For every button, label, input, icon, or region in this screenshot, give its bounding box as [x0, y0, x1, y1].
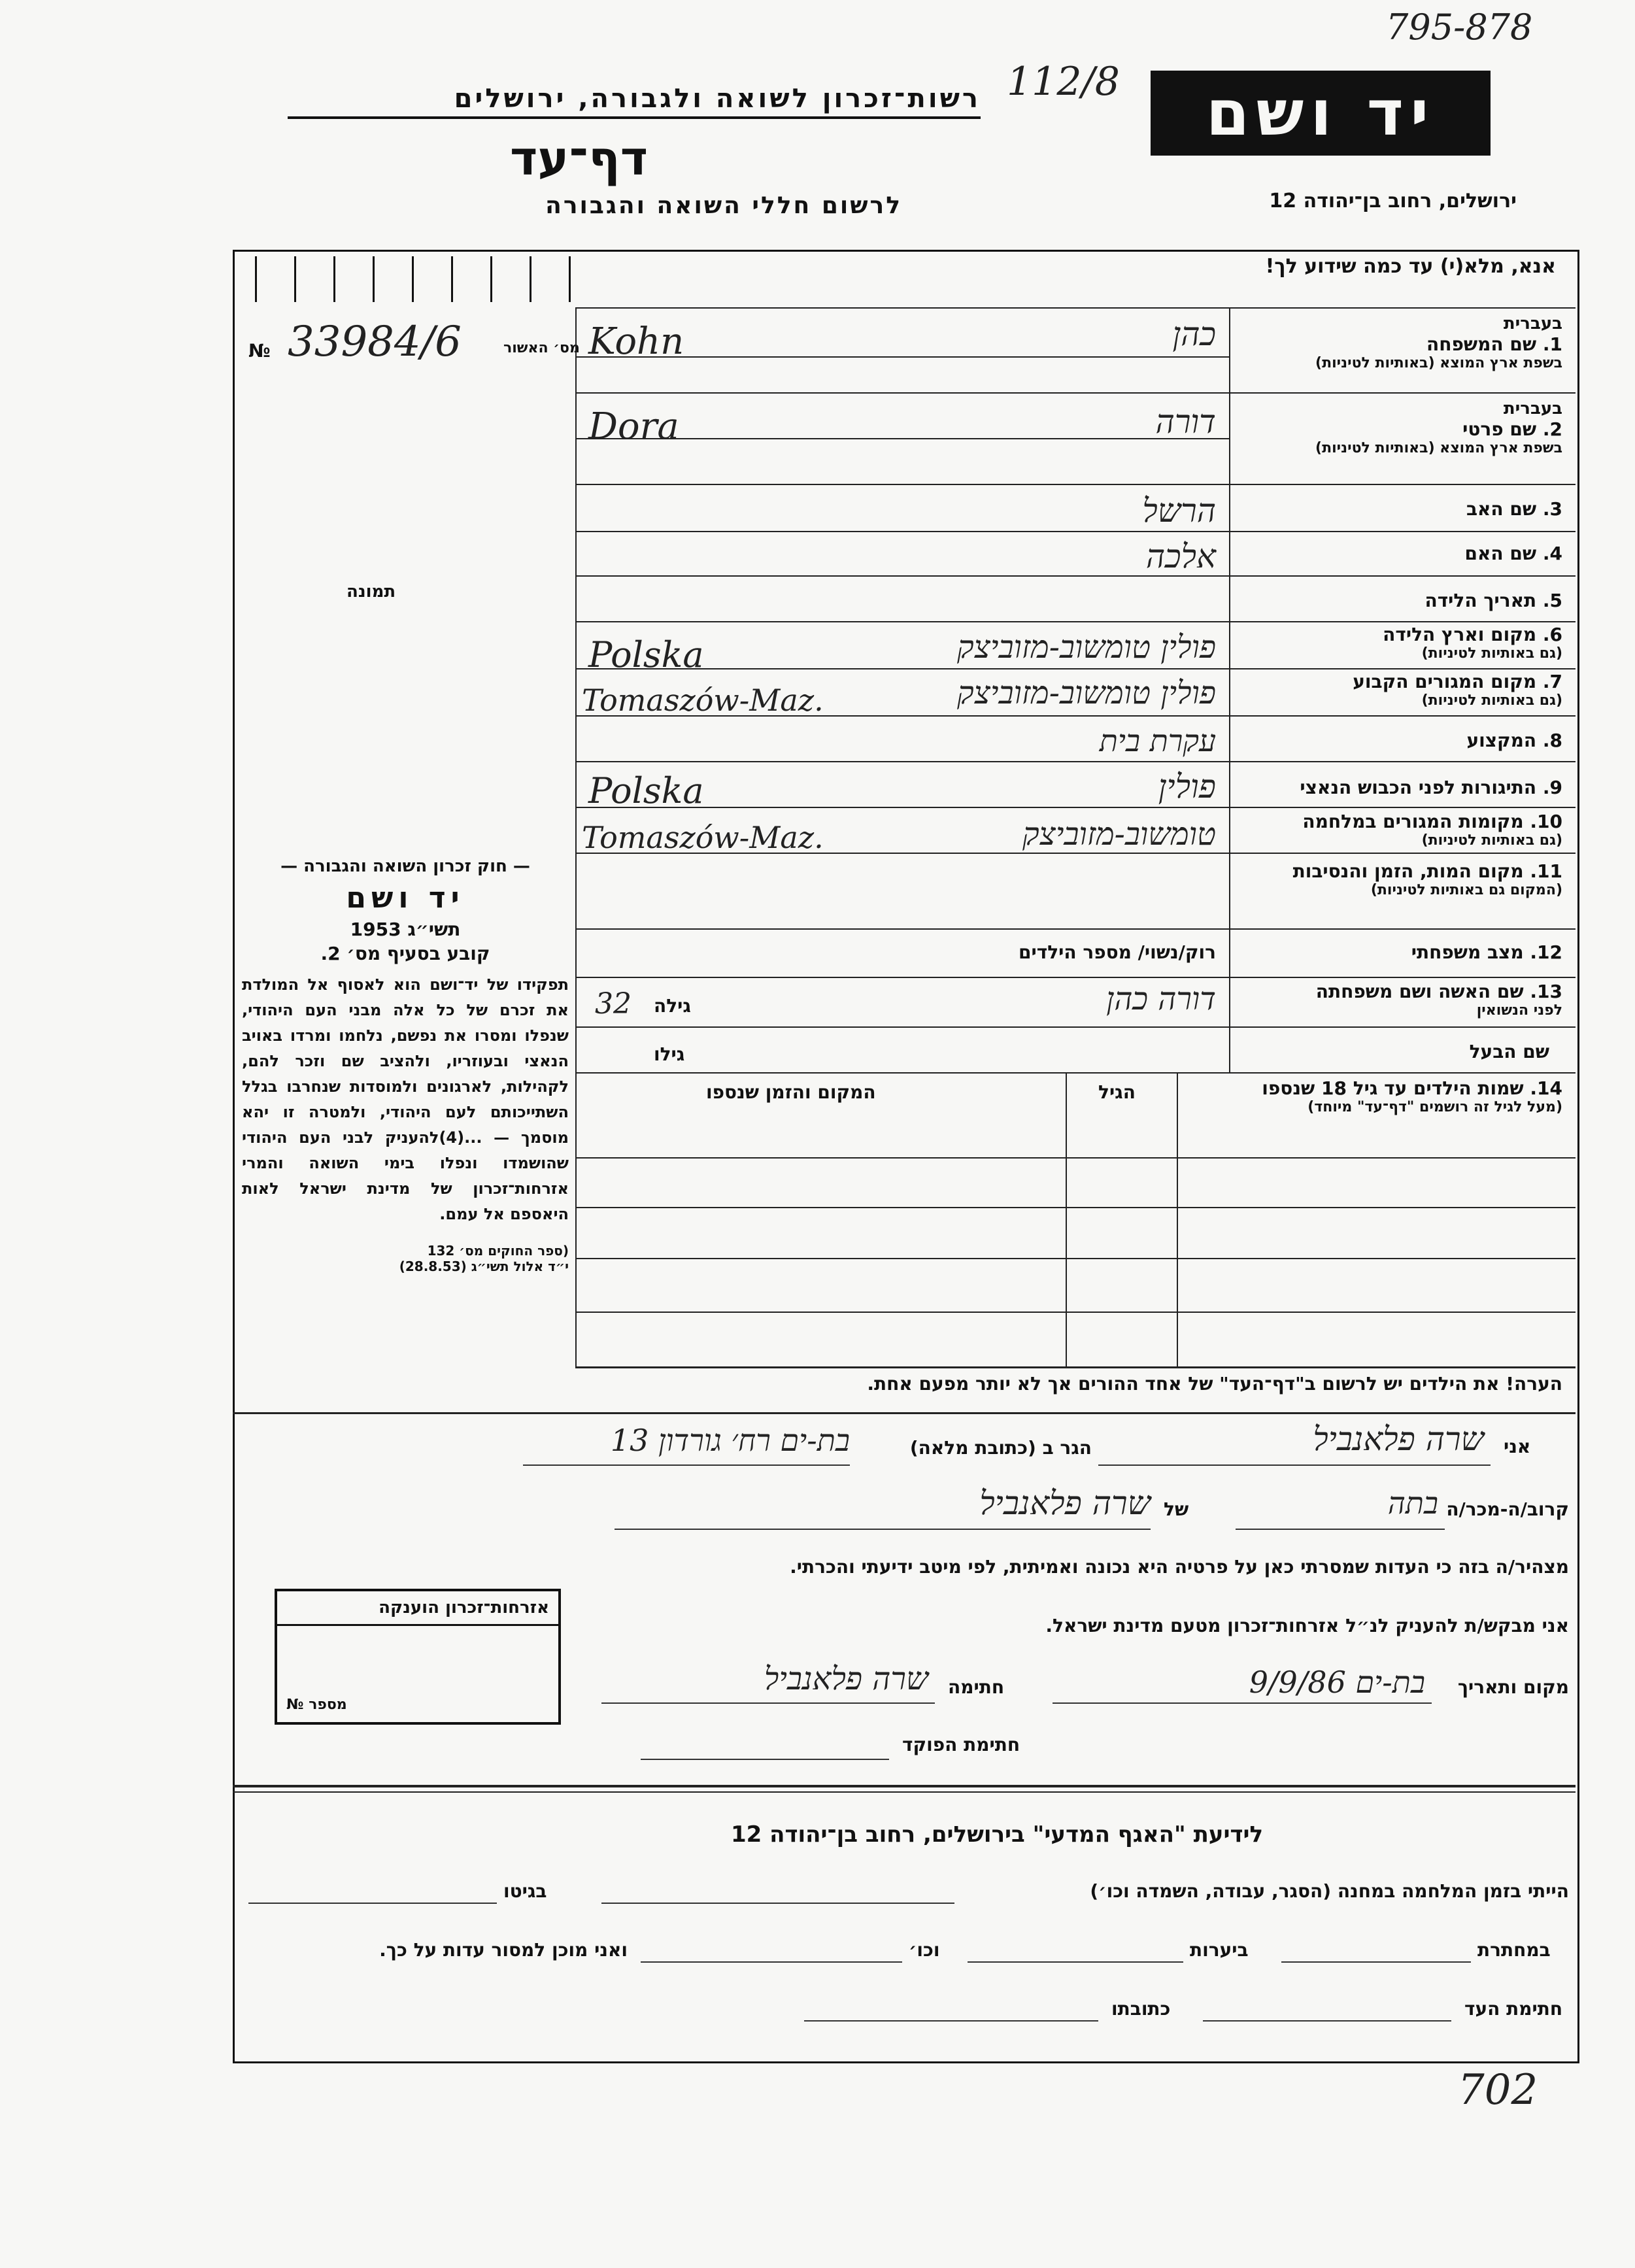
footer-camp-label: הייתי בזמן המלחמה במחנה (הסגר, עבודה, השמדה וכו׳): [1090, 1880, 1569, 1902]
mother-name-value: אלכה: [1145, 537, 1216, 575]
footer-etc-line: [641, 1961, 902, 1963]
prewar-latin: Polska: [588, 770, 704, 811]
wife-age-value: 32: [595, 987, 632, 1021]
birthplace-hebrew: פולין טומשוב-מזוביצק: [957, 629, 1216, 666]
handwritten-mark-top: 112/8: [1007, 59, 1120, 105]
husband-age-label: גילו: [654, 1043, 685, 1065]
children-col-divider-1: [1066, 1072, 1067, 1366]
registry-ticks: [242, 256, 575, 309]
field-2: בעברית 2. שם פרטי בשפת ארץ המוצא (באותיות לטיניות): [1315, 399, 1562, 456]
registry-label: מס׳ האשור: [503, 340, 580, 356]
place-date-line: [1053, 1702, 1432, 1704]
children-note: הערה! את הילדים יש לרשום ב"דף־העד" של אחד ההורים אך לא יותר מפעם אחת.: [867, 1373, 1562, 1395]
decl-of: של: [1164, 1498, 1189, 1520]
registry-no-prefix: №: [248, 340, 271, 362]
father-name-value: הרשל: [1142, 492, 1216, 530]
children-row-line: [575, 1207, 1576, 1208]
label-column-divider: [1229, 307, 1230, 1072]
decl-request: אני מבקש/ת להעניק לנ״ל אזרחות־זכרון מטעם מדינת ישראל.: [1045, 1615, 1569, 1636]
field-husband: שם הבעל: [1469, 1041, 1549, 1062]
decl-declarant-name: שרה פלאנביל: [1313, 1420, 1484, 1458]
residence-hebrew: פולין טומשוב-מזוביצק: [957, 675, 1216, 711]
row-line: [575, 1026, 1576, 1028]
field-5: 5. תאריך הלידה: [1424, 590, 1562, 611]
decl-relation-label: קרוב/ה-מכר/ה: [1446, 1498, 1569, 1520]
birthplace-latin: Polska: [588, 634, 704, 675]
form-title: דף־עד: [510, 131, 649, 186]
officer-signature-label: חתימת הפוקד: [902, 1734, 1020, 1755]
decl-relation-line: [1236, 1529, 1445, 1530]
field-7: 7. מקום המגורים הקבוע (גם באותיות לטיניות): [1353, 671, 1562, 709]
footer-divider: [233, 1785, 1576, 1787]
form-instruction: אנא, מלא(י) עד כמה שידוע לך!: [1265, 255, 1556, 278]
footer-address-line: [804, 2020, 1098, 2022]
footer-willing-label: ואני מוכן למסור עדות על כך.: [379, 1939, 628, 1961]
footer-divider-thin: [233, 1791, 1576, 1793]
footer-underground-label: במחתרת: [1477, 1939, 1551, 1961]
footer-witness-signature-label: חתימת העד: [1464, 1998, 1563, 2020]
field-3: 3. שם האב: [1466, 498, 1562, 520]
field-1: בעברית 1. שם המשפחה בשפת ארץ המוצא (באותיות לטיניות): [1315, 314, 1562, 371]
footer-title: לידיעת "האגף המדעי" בירושלים, רחוב בן־יהודה 12: [730, 1821, 1264, 1848]
profession-value: עקרת בית: [1099, 723, 1216, 758]
decl-name-line: [1098, 1464, 1491, 1466]
archive-number-annotation: 795-878: [1386, 7, 1533, 48]
footer-forests-label: ביערות: [1190, 1939, 1249, 1961]
field-10: 10. מקומות המגורים במלחמה (גם באותיות לטיניות): [1302, 811, 1562, 849]
footer-underground-line: [1281, 1961, 1471, 1963]
row-line: [575, 807, 1576, 808]
row-line: [575, 928, 1576, 930]
field-13: 13. שם האשה ושם משפחתה לפני הנשואין: [1315, 981, 1562, 1019]
row-line: [575, 1072, 1576, 1074]
signature-label: חתימה: [948, 1676, 1005, 1698]
officer-signature-line: [641, 1759, 889, 1760]
children-row-line: [575, 1157, 1576, 1159]
wartime-latin: Tomaszów-Maz.: [582, 820, 824, 855]
photo-label: תמונה: [346, 582, 396, 601]
address-line: ירושלים, רחוב בן־יהודה 12: [1269, 190, 1517, 212]
row-line: [575, 977, 1576, 978]
children-col-age: הגיל: [1098, 1081, 1136, 1103]
decl-of-name: שרה פלאנביל: [979, 1484, 1151, 1522]
residence-latin: Tomaszów-Maz.: [582, 683, 824, 718]
children-row-line: [575, 1312, 1576, 1313]
footer-camp-line: [601, 1903, 954, 1904]
first-name-latin: Dora: [588, 405, 679, 448]
field-4: 4. שם האם: [1464, 543, 1562, 564]
footer-address-label: כתובתו: [1111, 1998, 1171, 2020]
registry-number-value: 33984/6: [288, 318, 462, 366]
place-date-label: מקום ותאריך: [1457, 1676, 1569, 1698]
row-line: [575, 575, 1576, 577]
row-line: [575, 761, 1576, 762]
wife-name-value: דורה כהן: [1106, 981, 1216, 1017]
decl-of-line: [615, 1529, 1151, 1530]
field-12: 12. מצב משפחתי: [1411, 941, 1562, 963]
row-line: [575, 392, 1576, 394]
page-number-annotation: 702: [1458, 2066, 1538, 2114]
field-8: 8. המקצוע: [1466, 730, 1562, 751]
signature-value: שרה פלאנביל: [764, 1661, 928, 1697]
marital-status-options: רוק/נשוי/ מספר הילדים: [1019, 941, 1216, 963]
children-col-divider-2: [1177, 1072, 1178, 1366]
decl-i: אני: [1504, 1436, 1531, 1457]
place-date-value: בת-ים 9/9/86: [1249, 1665, 1425, 1700]
children-row-line: [575, 1258, 1576, 1259]
footer-ghetto-label: בגיטו: [503, 1880, 547, 1902]
children-col-place: המקום והזמן שנספו: [706, 1081, 876, 1103]
wife-age-label: גילה: [654, 995, 691, 1017]
field-11: 11. מקום המות, הזמן והנסיבות (המקום גם באותיות לטיניות): [1292, 860, 1562, 898]
decl-address-line: [523, 1464, 850, 1466]
wartime-hebrew: טומשוב-מזוביצק: [1022, 816, 1216, 853]
section-divider: [233, 1412, 1576, 1414]
form-subtitle: לרשום חללי השואה והגבורה: [545, 192, 902, 219]
footer-forests-line: [968, 1961, 1183, 1963]
family-name-hebrew: כהן: [1172, 315, 1216, 353]
family-name-latin: Kohn: [588, 320, 684, 363]
prewar-hebrew: פולין: [1158, 768, 1216, 805]
decl-lives-at: הגר ב (כתובת מלאה): [909, 1437, 1092, 1459]
children-table-bottom: [575, 1366, 1576, 1368]
row-line: [575, 484, 1576, 485]
instruction-divider: [575, 307, 1576, 309]
footer-witness-line: [1203, 2020, 1451, 2022]
signature-line: [601, 1702, 935, 1704]
first-name-hebrew: דורה: [1155, 403, 1216, 441]
children-header: 14. שמות הילדים עד גיל 18 שנספו (מעל לגיל זה רושמים "דף־עד" מיוחד): [1262, 1077, 1562, 1115]
row-line: [575, 668, 1576, 669]
decl-relation-value: בתה: [1387, 1485, 1438, 1521]
footer-ghetto-line: [248, 1903, 497, 1904]
row-line: [575, 531, 1576, 532]
memorial-citizenship-box: אזרחות־זכרון הוענקה № מספר: [275, 1589, 561, 1725]
decl-address: בת-ים רח׳ גורדון 13: [610, 1423, 850, 1458]
row-line: [575, 621, 1576, 622]
field-6: 6. מקום וארץ הלידה (גם באותיות לטיניות): [1383, 624, 1562, 662]
law-section: — חוק זכרון השואה והגבורה — יד ושם תשי״ג 1953 קובע בסעיף מס׳ 2. תפקידו של יד־ושם הוא לאסוף אל המולדת את זכרם של כל אלה מבני העם היהודי, שנפלו ומסרו את נפשם, נלחמו ומרדו באויב הנאצי ובעוזריו, ולהציב שם וזכר להם, לקהילות, לארגונים ולמוסדות שנחרבו בגלל השתייכותם לעם היהודי, ולמטרה זו יהא מוסמך — ...(4)להעניק לבני העם היהודי שהושמדו ונפלו בימי השואה והמרי אזרחות־זכרון של מדינת ישראל לאות היאספם אל עמם. (ספר החוקים מס׳ 132 י״ד אלול תשי״ג (28.8.53): [242, 856, 569, 1274]
footer-etc-label: וכו׳: [909, 1939, 940, 1961]
field-9: 9. התיגורות לפני הכבוש הנאצי: [1300, 777, 1562, 798]
yad-vashem-logo: יד ושם: [1151, 71, 1491, 156]
authority-line: רשות־זכרון לשואה ולגבורה, ירושלים: [288, 84, 981, 119]
decl-statement: מצהיר/ה בזה כי העדות שמסרתי כאן על פרטיה היא נכונה ואמיתית, לפי מיטב ידיעתי והכרתי.: [790, 1556, 1569, 1578]
